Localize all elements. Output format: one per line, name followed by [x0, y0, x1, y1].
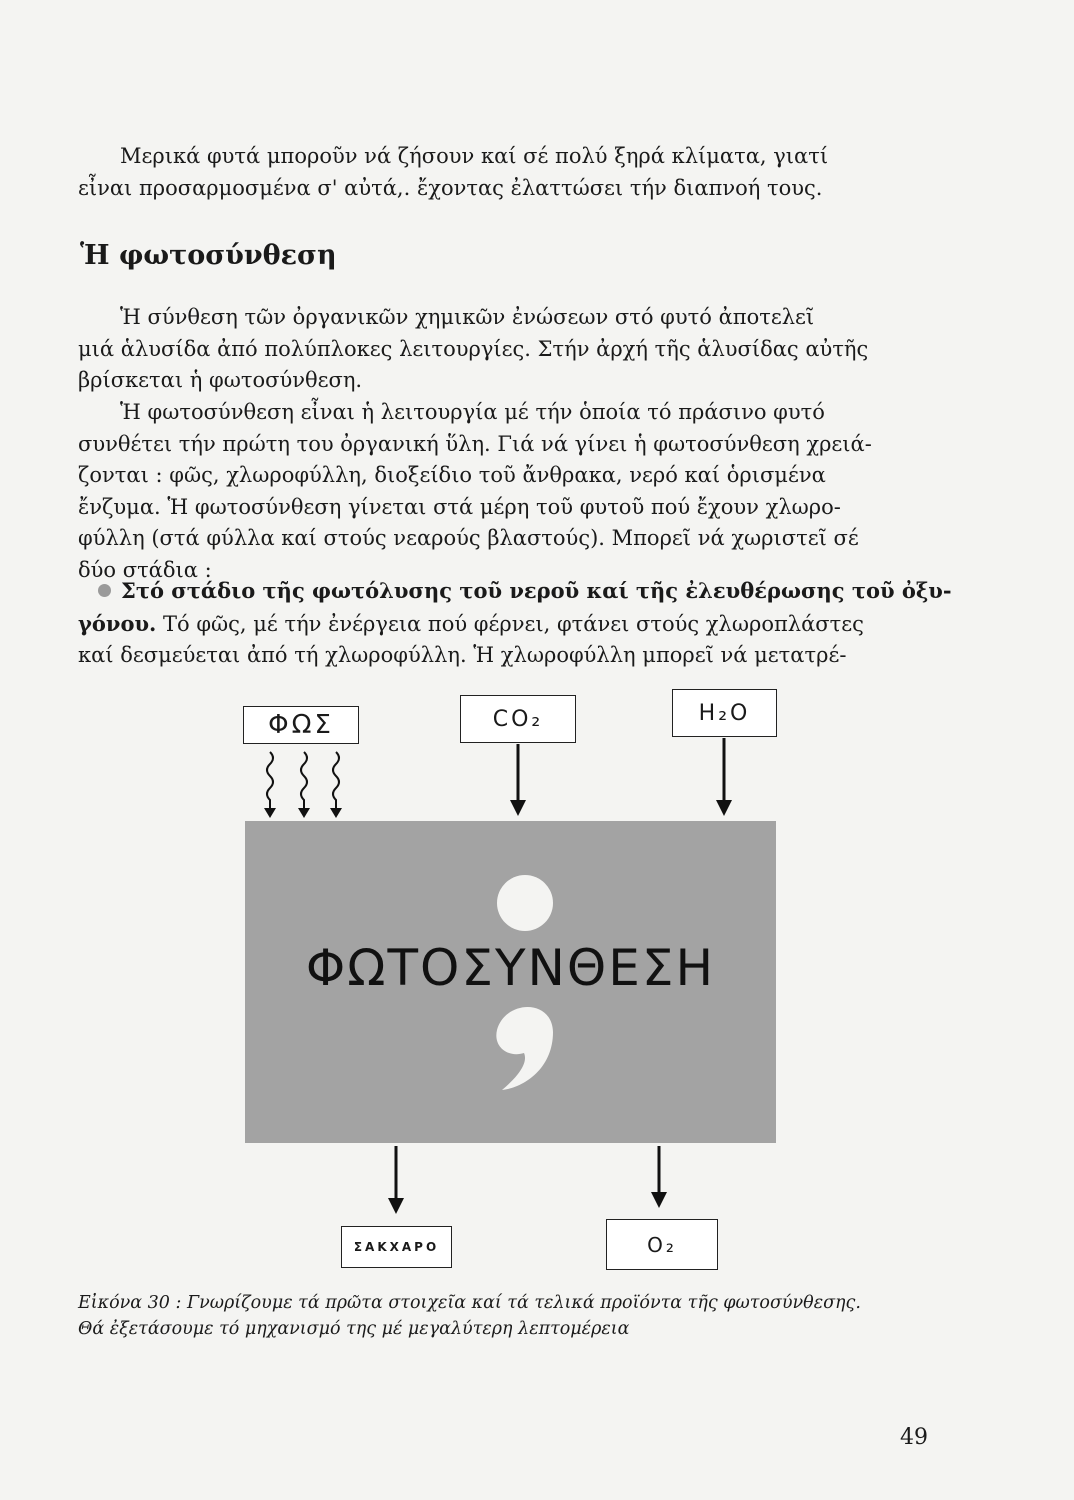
- sugar-box: ΣΑΚΧΑΡΟ: [341, 1226, 452, 1268]
- o2-arrowhead: [651, 1192, 667, 1208]
- caption-line: Θά ἐξετάσουμε τό μηχανισμό της μέ μεγαλύτερη λεπτομέρεια: [78, 1319, 630, 1339]
- figure-caption: [78, 1290, 938, 1342]
- text-span: Τό φῶς, μέ τήν ἐνέργεια πού φέρνει, φτάνει στούς χλωροπλάστες: [156, 611, 864, 636]
- text-line: μιά ἁλυσίδα ἀπό πολύπλοκες λειτουργίες. Στήν ἀρχή τῆς ἁλυσίδας αὐτῆς: [78, 336, 869, 361]
- co2-box: CO₂: [460, 695, 576, 743]
- light-box: ΦΩΣ: [243, 706, 359, 744]
- o2-box: O₂: [606, 1219, 718, 1270]
- h2o-box: H₂O: [672, 689, 777, 737]
- light-wavy-arrows: [267, 752, 339, 810]
- co2-arrowhead: [510, 800, 526, 816]
- text-line: ἔνζυμα. Ἡ φωτοσύνθεση γίνεται στά μέρη τοῦ φυτοῦ πού ἔχουν χλωρο-: [78, 494, 841, 519]
- text-line: δύο στάδια :: [78, 557, 212, 582]
- text-line: καί δεσμεύεται ἀπό τή χλωροφύλλη. Ἡ χλωροφύλλη μπορεῖ νά μετατρέ-: [78, 643, 847, 667]
- sugar-arrowhead: [388, 1198, 404, 1214]
- photosynthesis-label: ΦΩΤΟΣΥΝΘΕΣΗ: [305, 939, 716, 997]
- page-number: 49: [900, 1425, 928, 1450]
- text-line: βρίσκεται ἡ φωτοσύνθεση.: [78, 368, 363, 392]
- semicolon-dot: [497, 875, 553, 931]
- h2o-arrowhead: [716, 800, 732, 816]
- text-line: φύλλη (στά φύλλα καί στούς νεαρούς βλαστούς). Μπορεῖ νά χωριστεῖ σέ: [78, 526, 859, 550]
- arrowheads: [264, 808, 342, 818]
- caption-line: Εἰκόνα 30 : Γνωρίζουμε τά πρῶτα στοιχεῖα καί τά τελικά προϊόντα τῆς φωτοσύνθεσης.: [78, 1293, 861, 1313]
- text-line: συνθέτει τήν πρώτη του ὀργανική ὕλη. Γιά νά γίνει ἡ φωτοσύνθεση χρειά-: [78, 431, 872, 456]
- text-line: Ἡ σύνθεση τῶν ὀργανικῶν χημικῶν ἐνώσεων στό φυτό ἀποτελεῖ: [120, 305, 815, 329]
- bold-text: γόνου.: [78, 610, 157, 636]
- text-line: ζονται : φῶς, χλωροφύλλη, διοξείδιο τοῦ ἄνθρακα, νερό καί ὁρισμένα: [78, 463, 826, 487]
- text-line: Ἡ φωτοσύνθεση εἶναι ἡ λειτουργία μέ τήν ὁποία τό πράσινο φυτό: [120, 400, 825, 424]
- text-line: εἶναι προσαρμοσμένα σ' αὐτά,. ἔχοντας ἐλαττώσει τήν διαπνοή τους.: [78, 175, 823, 200]
- bold-text: Στό στάδιο τῆς φωτόλυσης τοῦ νεροῦ καί τῆς ἐλευθέρωσης τοῦ ὀξυ-: [121, 578, 952, 603]
- section-heading: Ἡ φωτοσύνθεση: [80, 240, 337, 271]
- text-line: Μερικά φυτά μποροῦν νά ζήσουν καί σέ πολύ ξηρά κλίματα, γιατί: [120, 144, 829, 168]
- semicolon-comma: [496, 1007, 553, 1090]
